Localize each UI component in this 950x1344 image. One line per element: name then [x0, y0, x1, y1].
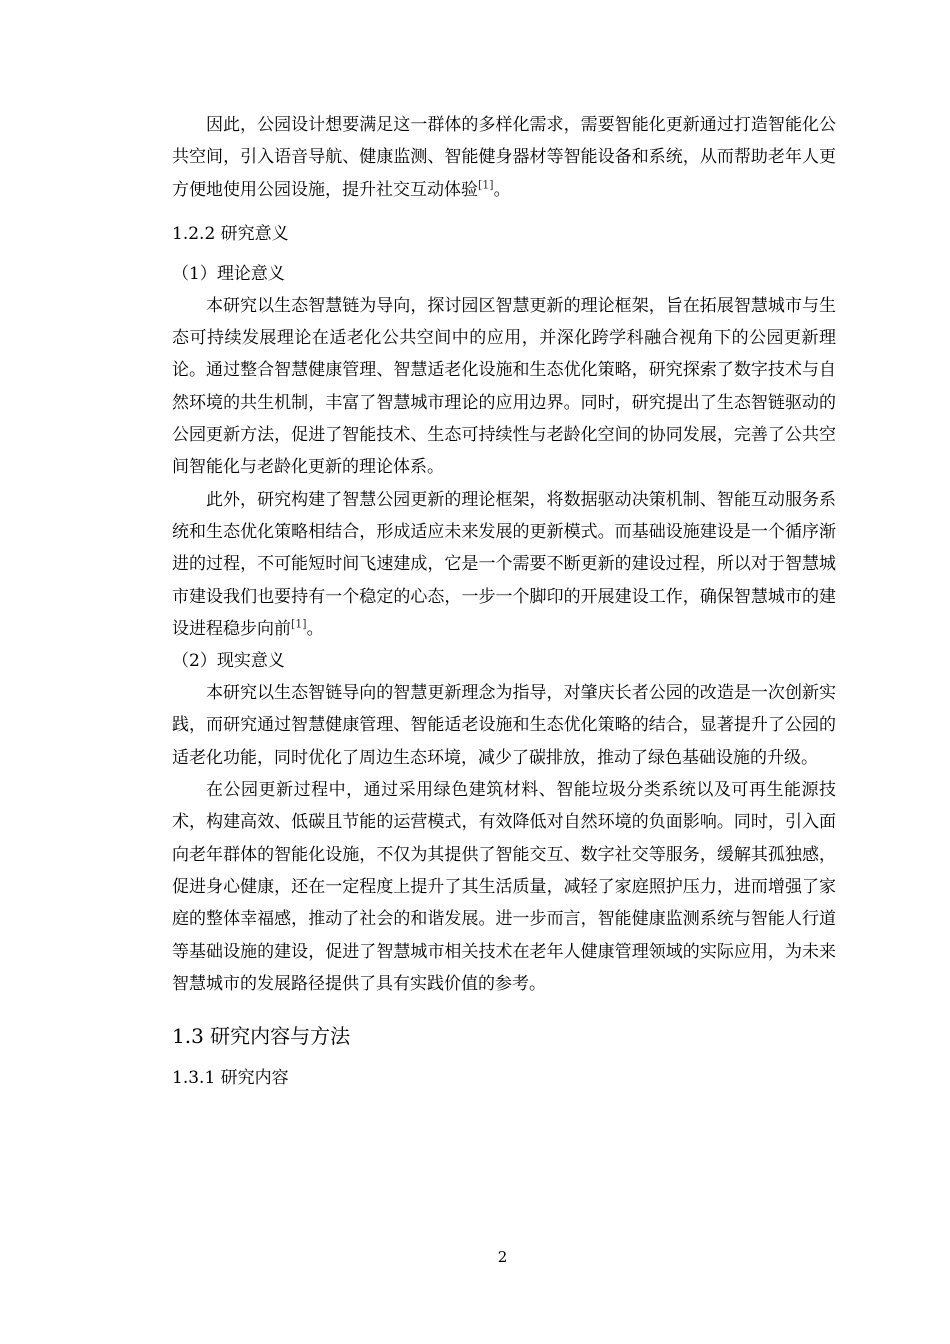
paragraph-practice-1: 本研究以生态智链导向的智慧更新理念为指导，对肇庆长者公园的改造是一次创新实践，而研究通过智慧健康管理、智能适老设施和生态优化策略的结合，显著提升了公园的适老化功能，同时优化了周边生态环境，减少了碳排放，推动了绿色基础设施的升级。: [172, 683, 836, 768]
paragraph-theory-1: 本研究以生态智慧链为导向，探讨园区智慧更新的理论框架，旨在拓展智慧城市与生态可持续发展理论在适老化公共空间中的应用，并深化跨学科融合视角下的公园更新理论。通过整合智慧健康管理、智慧适老化设施和生态优化策略，研究探索了数字技术与自然环境的共生机制，丰富了智慧城市理论的应用边界。同时，研究提出了生态智链驱动的公园更新方法，促进了智能技术、生态可持续性与老龄化空间的协同发展，完善了公共空间智能化与老龄化更新的理论体系。: [172, 295, 836, 478]
citation-ref: [1]: [478, 177, 494, 191]
citation-ref: [1]: [291, 617, 307, 631]
page-content: [172, 109, 836, 1102]
subheading-practice: （2）现实意义: [172, 651, 285, 672]
subheading-theory: （1）理论意义: [172, 263, 285, 284]
paragraph-intro: 因此，公园设计想要满足这一群体的多样化需求，需要智能化更新通过打造智能化公共空间，引入语音导航、健康监测、智能健身器材等智能设备和系统，从而帮助老年人更方便地使用公园设施，提升社交互动体验[1]。: [172, 115, 836, 200]
paragraph-practice-2: 在公园更新过程中，通过采用绿色建筑材料、智能垃圾分类系统以及可再生能源技术，构建高效、低碳且节能的运营模式，有效降低对自然环境的负面影响。同时，引入面向老年群体的智能化设施，不仅为其提供了智能交互、数字社交等服务，缓解其孤独感，促进身心健康，还在一定程度上提升了其生活质量，减轻了家庭照护压力，进而增强了家庭的整体幸福感，推动了社会的和谐发展。进一步而言，智能健康监测系统与智能人行道等基础设施的建设，促进了智慧城市相关技术在老年人健康管理领域的实际应用，为未来智慧城市的发展路径提供了具有实践价值的参考。: [172, 780, 836, 994]
paragraph-theory-2: 此外，研究构建了智慧公园更新的理论框架，将数据驱动决策机制、智能互动服务系统和生态优化策略相结合，形成适应未来发展的更新模式。而基础设施建设是一个循序渐进的过程，不可能短时间飞速建成，它是一个需要不断更新的建设过程，所以对于智慧城市建设我们也要持有一个稳定的心态，一步一个脚印的开展建设工作，确保智慧城市的建设进程稳步向前[1]。: [172, 489, 836, 639]
heading-1-2-2: 1.2.2 研究意义: [172, 223, 289, 244]
heading-1-3-1: 1.3.1 研究内容: [172, 1068, 289, 1089]
heading-1-3: 1.3 研究内容与方法: [172, 1024, 351, 1049]
page-number: 2: [497, 1248, 508, 1266]
